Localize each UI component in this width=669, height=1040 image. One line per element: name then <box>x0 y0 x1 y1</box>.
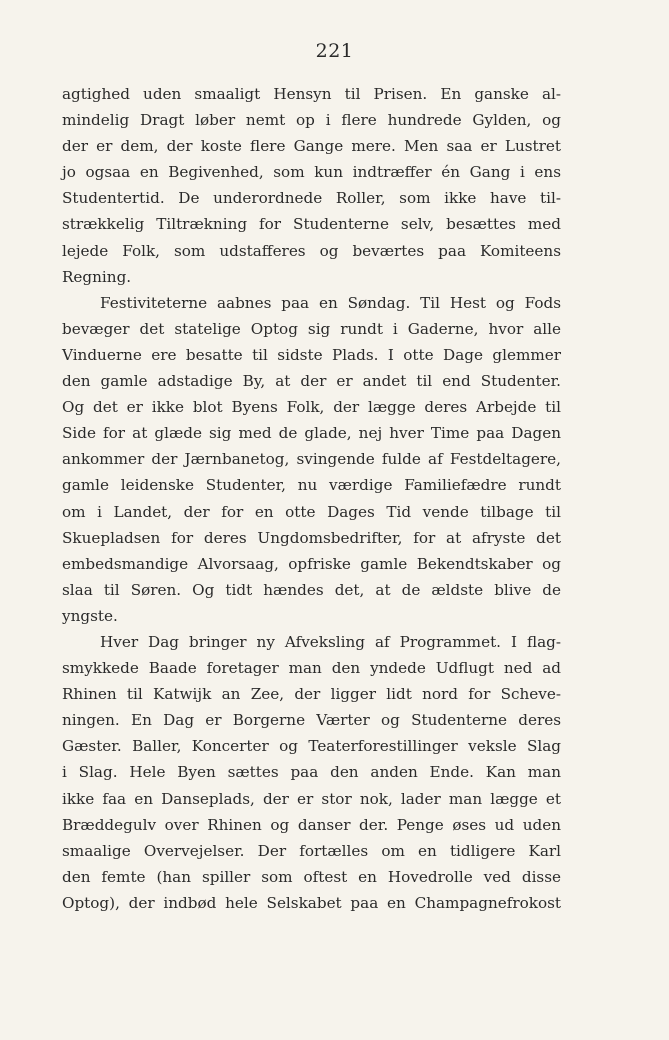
paragraph-start-line: Festiviteterne aabnes paa en Søndag. Til Hest og Fods <box>100 293 561 312</box>
text-line: i Slag. Hele Byen sættes paa den anden Ende. Kan man <box>62 763 561 782</box>
text-line: smaalige Overvejelser. Der fortælles om en tidligere Karl <box>62 841 561 860</box>
text-line: der er dem, der koste flere Gange mere. Men saa er Lustret <box>62 137 561 156</box>
text-line: slaa til Søren. Og tidt hændes det, at de ældste blive de <box>62 580 561 599</box>
text-line: gamle leidenske Studenter, nu værdige Familiefædre rundt <box>62 476 561 495</box>
text-line: Optog), der indbød hele Selskabet paa en Champagnefrokost <box>62 893 561 912</box>
text-line: lejede Folk, som udstafferes og beværtes paa Komiteens <box>62 241 561 260</box>
paragraph-start-line: Hver Dag bringer ny Afveksling af Programmet. I flag- <box>100 632 561 651</box>
text-line: agtighed uden smaaligt Hensyn til Prisen. En ganske al- <box>62 85 561 103</box>
text-line: jo ogsaa en Begivenhed, som kun indtræffer én Gang i ens <box>62 163 561 182</box>
text-line: om i Landet, der for en otte Dages Tid vende tilbage til <box>62 502 561 521</box>
text-line: Skuepladsen for deres Ungdomsbedrifter, for at afryste det <box>62 528 561 547</box>
text-line: Rhinen til Katwijk an Zee, der ligger lidt nord for Scheve- <box>62 685 561 704</box>
page-number: 221 <box>315 40 354 62</box>
text-line: Og det er ikke blot Byens Folk, der lægge deres Arbejde til <box>62 398 561 417</box>
text-line: embedsmandige Alvorsaag, opfriske gamle Bekendtskaber og <box>62 554 561 573</box>
text-line: Gæster. Baller, Koncerter og Teaterforestillinger veksle Slag <box>62 737 561 756</box>
text-line: ningen. En Dag er Borgerne Værter og Studenterne deres <box>62 711 561 730</box>
text-line: ankommer der Jærnbanetog, svingende fulde af Festdeltagere, <box>62 450 561 469</box>
text-line: Bræddegulv over Rhinen og danser der. Penge øses ud uden <box>62 815 561 834</box>
text-line: den gamle adstadige By, at der er andet til end Studenter. <box>62 372 561 391</box>
text-line: yngste. <box>62 606 118 625</box>
text-line: strækkelig Tiltrækning for Studenterne selv, besættes med <box>62 215 561 234</box>
body-text <box>62 81 561 916</box>
text-line: bevæger det statelige Optog sig rundt i Gaderne, hvor alle <box>62 319 561 338</box>
text-line: smykkede Baade foretager man den yndede Udflugt ned ad <box>62 659 561 678</box>
text-line: Regning. <box>62 267 132 286</box>
text-line: Studentertid. De underordnede Roller, som ikke have til- <box>62 189 561 208</box>
text-line: ikke faa en Danseplads, der er stor nok, lader man lægge et <box>62 789 561 808</box>
text-line: Vinduerne ere besatte til sidste Plads. I otte Dage glemmer <box>62 345 561 364</box>
text-line: mindelig Dragt løber nemt op i flere hundrede Gylden, og <box>62 111 561 130</box>
text-line: Side for at glæde sig med de glade, nej hver Time paa Dagen <box>62 424 561 443</box>
text-line: den femte (han spiller som oftest en Hovedrolle ved disse <box>62 867 561 886</box>
